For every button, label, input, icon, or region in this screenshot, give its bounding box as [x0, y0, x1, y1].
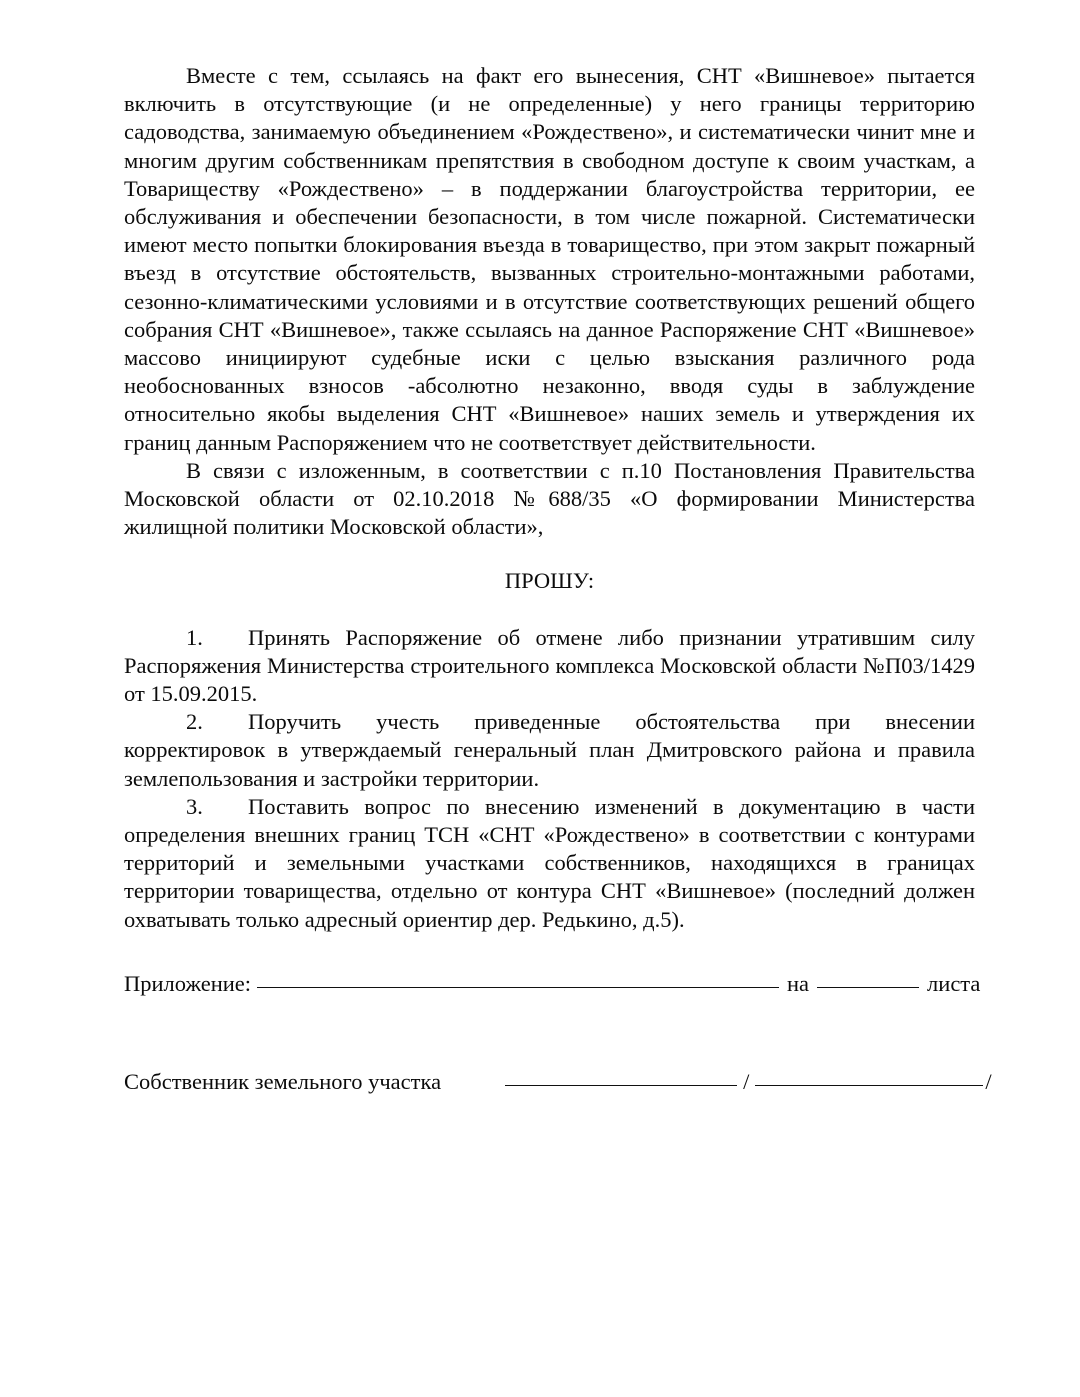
request-list	[124, 624, 975, 934]
request-item-3-text: Поставить вопрос по внесению изменений в документацию в части определения внешних границ ТСН «СНТ «Рождествено» в соответствии с контурами территорий и земельными участками собственников, находящихся в границах территории товарищества, отдельно от контура СНТ «Вишневое» (последний должен охватывать только адресный ориентир дер. Редькино, д.5).	[124, 793, 975, 932]
signature-trailing-separator: /	[985, 1069, 992, 1095]
attachment-value-field[interactable]	[257, 987, 779, 988]
paragraph-body-2: В связи с изложенным, в соответствии с п.10 Постановления Правительства Московской области от 02.10.2018 №688/35 «О формировании Министерства жилищной политики Московской области»,	[124, 457, 975, 540]
request-item-2-text: Поручить учесть приведенные обстоятельства при внесении корректировок в утверждаемый генеральный план Дмитровского района и правила землепользования и застройки территории.	[124, 709, 975, 791]
signature-row	[124, 998, 992, 1096]
attachment-row	[124, 934, 981, 998]
signature-field[interactable]	[505, 1085, 737, 1086]
document-content	[124, 62, 992, 1096]
signature-role-label: Собственник земельного участка	[124, 1069, 442, 1095]
request-item-1	[124, 624, 975, 709]
signature-name-field[interactable]	[755, 1085, 983, 1086]
attachment-label: Приложение:	[124, 970, 252, 996]
request-item-1-marker: 1.	[186, 624, 203, 650]
attachment-count-field[interactable]	[817, 987, 919, 988]
attachment-middle-label: на	[787, 970, 810, 996]
request-item-2	[124, 708, 975, 793]
signature-separator: /	[743, 1069, 750, 1095]
request-item-3	[124, 793, 975, 934]
paragraph-body-1: Вместе с тем, ссылаясь на факт его вынесения, СНТ «Вишневое» пытается включить в отсутствующие (и не определенные) у него границы территорию садоводства, занимаемую объединением «Рождествено», и систематически чинит мне и многим другим собственникам препятствия в свободном доступе к своим участкам, а Товариществу «Рождествено» – в поддержании благоустройства территории, ее обслуживания и обеспечении безопасности, в том числе пожарной. Систематически имеют место попытки блокирования въезда в товарищество, при этом закрыт пожарный въезд в отсутствие обстоятельств, вызванных строительно-монтажными работами, сезонно-климатическими условиями и в отсутствие соответствующих решений общего собрания СНТ «Вишневое», также ссылаясь на данное Распоряжение СНТ «Вишневое» массово инициируют судебные иски с целью взыскания различного рода необоснованных взносов -абсолютно незаконно, вводя суды в заблуждение относительно якобы выделения СНТ «Вишневое» наших земель и утверждения их границ данным Распоряжением что не соответствует действительности.	[124, 63, 975, 455]
request-item-2-marker: 2.	[186, 709, 203, 735]
request-heading: ПРОШУ:	[504, 568, 595, 594]
request-item-3-marker: 3.	[186, 793, 203, 819]
request-item-1-text: Принять Распоряжение об отмене либо признании утратившим силу Распоряжения Министерства строительного комплекса Московской области №П03/1429 от 15.09.2015.	[124, 624, 975, 707]
attachment-unit-label: листа	[927, 970, 981, 996]
